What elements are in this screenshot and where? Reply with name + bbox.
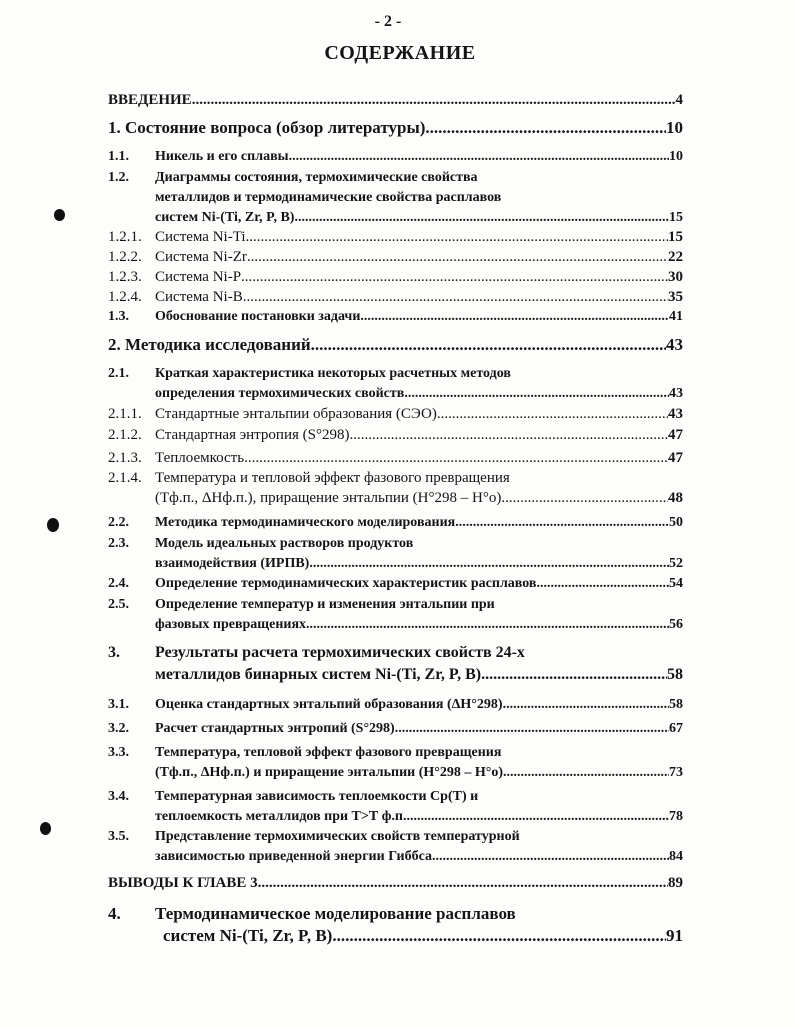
toc-entry-4[interactable]: 4. Термодинамическое моделирование расплавов систем Ni-(Ti, Zr, P, B) ..... 91 (108, 903, 683, 947)
toc-entry-2[interactable]: 2. Методика исследований ..... 43 (108, 334, 683, 356)
toc-entry-2-4[interactable]: 2.4. Определение термодинамических характеристик расплавов ..... 54 (108, 574, 683, 594)
toc-entry-3[interactable]: 3. Результаты расчета термохимических свойств 24-х металлидов бинарных систем Ni-(Ti, Zr, P, B) ..... 58 (108, 642, 683, 686)
toc-entry-1[interactable]: 1. Состояние вопроса (обзор литературы) ..... 10 (108, 117, 683, 139)
toc-entry-3-4[interactable]: 3.4. Температурная зависимость теплоемкости Ср(Т) и теплоемкость металлидов при Т>Т ф.п ..... 78 (108, 787, 683, 827)
binder-hole-mark (40, 822, 51, 835)
toc-entry-3-2[interactable]: 3.2. Расчет стандартных энтропий (S°298) ..... 67 (108, 719, 683, 739)
toc-entry-intro[interactable]: ВВЕДЕНИЕ ..... 4 (108, 90, 683, 110)
toc-entry-2-1-2[interactable]: 2.1.2. Стандартная энтропия (S°298) ..... 47 (108, 425, 683, 445)
toc-entry-2-1-1[interactable]: 2.1.1. Стандартные энтальпии образования (СЭО) ..... 43 (108, 404, 683, 424)
toc-entry-2-3[interactable]: 2.3. Модель идеальных растворов продуктов взаимодействия (ИРПВ) ..... 52 (108, 534, 683, 574)
toc-entry-1-2-1[interactable]: 1.2.1. Система Ni-Ti ..... 15 (108, 227, 683, 247)
toc-entry-2-1-4[interactable]: 2.1.4. Температура и тепловой эффект фазового превращения (Тф.п., ΔНф.п.), приращение энтальпии (Н°298 – Н°о) ..... 48 (108, 468, 683, 508)
binder-hole-mark (47, 518, 59, 532)
toc-entry-3-5[interactable]: 3.5. Представление термохимических свойств температурной зависимостью приведенной энергии Гиббса ..... 84 (108, 827, 683, 867)
toc-entry-1-2[interactable]: 1.2. Диаграммы состояния, термохимические свойства металлидов и термодинамические свойства расплавов систем Ni-(Ti, Zr, P, B) ..... 15 (108, 168, 683, 228)
toc-entry-3-1[interactable]: 3.1. Оценка стандартных энтальпий образования (ΔН°298) ..... 58 (108, 695, 683, 715)
toc-entry-3-3[interactable]: 3.3. Температура, тепловой эффект фазового превращения (Тф.п., ΔНф.п.) и приращение энтальпии (Н°298 – Н°о) ..... 73 (108, 743, 683, 783)
toc-entry-2-1-3[interactable]: 2.1.3. Теплоемкость ..... 47 (108, 448, 683, 468)
toc-entry-1-1[interactable]: 1.1. Никель и его сплавы ..... 10 (108, 147, 683, 167)
binder-hole-mark (54, 209, 65, 221)
page-title: СОДЕРЖАНИЕ (324, 42, 476, 64)
page-number: - 2 - (374, 13, 402, 30)
toc-entry-1-2-3[interactable]: 1.2.3. Система Ni-P ..... 30 (108, 267, 683, 287)
toc-entry-2-1[interactable]: 2.1. Краткая характеристика некоторых расчетных методов определения термохимических свойств ..... 43 (108, 364, 683, 404)
toc-entry-1-3[interactable]: 1.3. Обоснование постановки задачи ..... 41 (108, 307, 683, 327)
toc-entry-2-5[interactable]: 2.5. Определение температур и изменения энтальпии при фазовых превращениях ..... 56 (108, 595, 683, 635)
toc-entry-1-2-4[interactable]: 1.2.4. Система Ni-B ..... 35 (108, 287, 683, 307)
toc-entry-conclusions-3[interactable]: ВЫВОДЫ К ГЛАВЕ 3 ..... 89 (108, 873, 683, 893)
toc-entry-2-2[interactable]: 2.2. Методика термодинамического моделирования ..... 50 (108, 513, 683, 533)
toc-entry-1-2-2[interactable]: 1.2.2. Система Ni-Zr ..... 22 (108, 247, 683, 267)
